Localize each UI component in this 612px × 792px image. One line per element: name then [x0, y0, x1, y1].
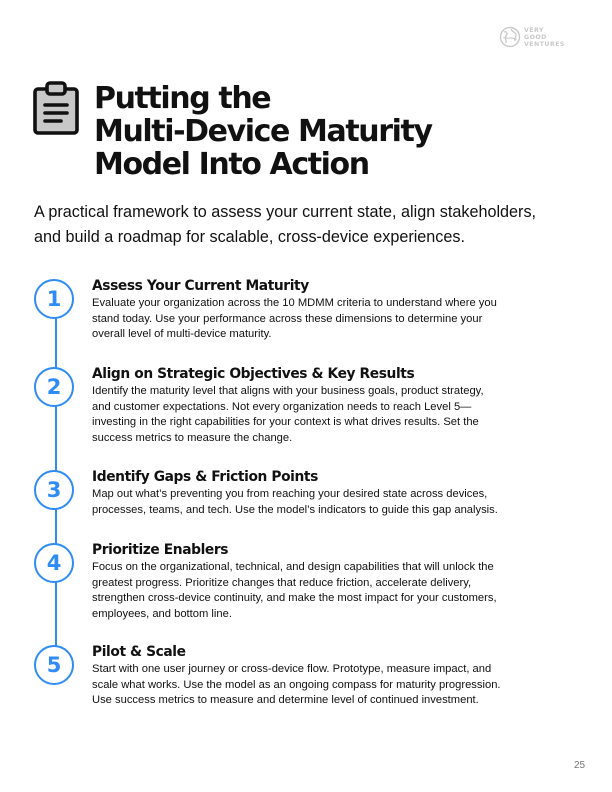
step-text-line: Focus on the organizational, technical, and design capabilities that will unlock the — [92, 561, 494, 573]
step-text-line: processes, teams, and tech. Use the model’s indicators to guide this gap analysis. — [92, 503, 498, 516]
step-text-line: Use success metrics to measure and determine level of continued investment. — [92, 694, 479, 707]
step-description — [92, 384, 484, 446]
brand-line-3: VENTURES — [524, 40, 565, 48]
step-text-line: overall level of multi-device maturity. — [92, 328, 272, 341]
page-title — [94, 82, 432, 181]
step-2 — [34, 365, 554, 450]
step-text-line: scale what works. Use the model as an ongoing compass for maturity progression. — [92, 678, 501, 691]
title-line-3: Model Into Action — [94, 147, 369, 182]
brand-line-2: GOOD — [524, 33, 547, 41]
step-text-line: strengthen cross-device continuity, and make the most impact for your customers, — [92, 592, 497, 605]
globe-icon — [499, 26, 521, 48]
title-line-1: Putting the — [94, 81, 271, 116]
step-text-line: Start with one user journey or cross-device flow. Prototype, measure impact, and — [92, 663, 492, 675]
step-text-line: stand today. Use your performance across these dimensions to determine your — [92, 312, 483, 325]
step-title: Identify Gaps & Friction Points — [92, 469, 318, 485]
step-description — [92, 487, 498, 518]
brand-wordmark — [524, 27, 565, 48]
step-number-badge: 2 — [34, 367, 74, 407]
step-title: Align on Strategic Objectives & Key Results — [92, 366, 415, 382]
title-line-2: Multi-Device Maturity — [94, 114, 432, 149]
step-1 — [34, 277, 554, 347]
step-5 — [34, 643, 554, 713]
step-title: Assess Your Current Maturity — [92, 278, 309, 294]
step-text-line: Evaluate your organization across the 10 MDMM criteria to understand where you — [92, 297, 497, 309]
step-number-badge: 4 — [34, 543, 74, 583]
step-number-badge: 3 — [34, 470, 74, 510]
step-description — [92, 662, 501, 709]
step-text-line: success metrics to measure the change. — [92, 431, 293, 444]
step-text-line: investing in the right capabilities for your context is what drives results. Set the — [92, 416, 479, 429]
step-text-line: greatest progress. Prioritize changes that reduce friction, accelerate delivery, — [92, 576, 472, 589]
step-3 — [34, 468, 554, 523]
step-text-line: and customer expectations. Not every organization needs to reach Level 5— — [92, 400, 472, 413]
subtitle-line-2: and build a roadmap for scalable, cross-device experiences. — [34, 228, 466, 246]
step-text-line: employees, and bottom line. — [92, 607, 232, 620]
step-text-line: Map out what’s preventing you from reaching your desired state across devices, — [92, 488, 488, 500]
page-subtitle — [34, 200, 536, 250]
step-4 — [34, 541, 554, 626]
brand-logo — [499, 26, 565, 48]
step-title: Prioritize Enablers — [92, 542, 229, 558]
brand-line-1: VERY — [524, 26, 544, 34]
page-number: 25 — [574, 760, 586, 771]
step-text-line: Identify the maturity level that aligns with your business goals, product strategy, — [92, 385, 484, 397]
step-description — [92, 560, 497, 622]
subtitle-line-1: A practical framework to assess your current state, align stakeholders, — [34, 203, 537, 221]
step-number-badge: 5 — [34, 645, 74, 685]
step-description — [92, 296, 497, 343]
step-title: Pilot & Scale — [92, 644, 186, 660]
step-number-badge: 1 — [34, 279, 74, 319]
clipboard-icon — [32, 80, 80, 136]
